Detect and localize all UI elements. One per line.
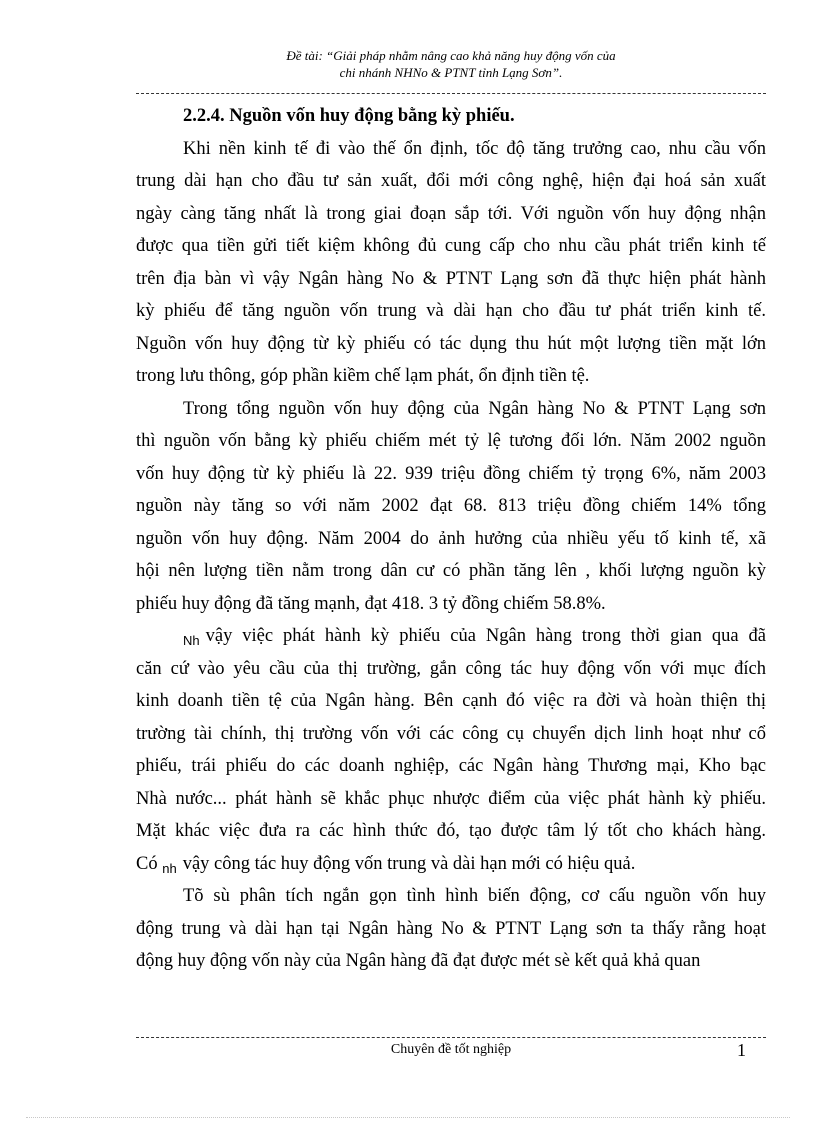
text-line: vốn huy động từ kỳ phiếu là 22. 939 triệu đồng chiếm tỷ trọng 6%, năm 2003 bbox=[136, 463, 766, 484]
footer-title: Chuyên đề tốt nghiệp bbox=[390, 1042, 512, 1057]
text-line: trường tài chính, thị trường vốn với các công cụ chuyển dịch linh hoạt như cổ bbox=[136, 723, 766, 744]
text-line: hội nên lượng tiền nằm trong dân cư có phần tăng lên , khối lượng nguồn kỳ bbox=[136, 561, 766, 581]
page-header bbox=[136, 47, 766, 81]
text-line: thì nguồn vốn bằng kỳ phiếu chiếm mét tỷ lệ tương đối lớn. Năm 2002 nguồn bbox=[136, 431, 766, 451]
text-segment: vậy việc phát hành kỳ phiếu của Ngân hàng trong thời gian qua đã bbox=[205, 626, 766, 646]
text-line: phiếu, trái phiếu do các doanh nghiệp, các Ngân hàng Thương mại, Kho bạc bbox=[136, 756, 766, 776]
text-segment: Có bbox=[136, 853, 158, 874]
page-footer bbox=[136, 1042, 766, 1062]
text-line: Tõ sù phân tích ngắn gọn tình hình biến động, cơ cấu nguồn vốn huy bbox=[183, 886, 766, 906]
footer-rule bbox=[136, 1037, 766, 1038]
text-line: Nhà nước... phát hành sẽ khắc phục nhược điểm của việc phát hành kỳ phiếu. bbox=[136, 788, 766, 809]
text-line: Khi nền kinh tế đi vào thế ổn định, tốc độ tăng trưởng cao, nhu cầu vốn bbox=[183, 138, 766, 159]
text-line: ngày càng tăng nhất là trong giai đoạn sắp tới. Với nguồn vốn huy động nhận bbox=[136, 203, 766, 224]
paragraph-3 bbox=[136, 620, 766, 880]
header-line-2: chi nhánh NHNo & PTNT tỉnh Lạng Sơn”. bbox=[339, 65, 563, 80]
text-line: nguồn này tăng so với năm 2002 đạt 68. 813 triệu đồng chiếm 14% tổng bbox=[136, 496, 766, 516]
paragraph-2 bbox=[136, 393, 766, 621]
text-line: động trung và dài hạn tại Ngân hàng No & PTNT Lạng sơn ta thấy rằng hoạt bbox=[136, 918, 766, 939]
text-line: kinh doanh tiền tệ của Ngân hàng. Bên cạnh đó việc ra đời và hoàn thiện thị bbox=[136, 691, 766, 711]
header-rule bbox=[136, 93, 766, 94]
text-line: trung dài hạn cho đầu tư sản xuất, đổi mới công nghệ, hiện đại hoá sản xuất bbox=[136, 171, 766, 191]
text-line bbox=[136, 620, 766, 653]
page-edge-divider bbox=[26, 1117, 790, 1118]
paragraph-4 bbox=[136, 880, 766, 978]
section-heading: 2.2.4. Nguồn vốn huy động bằng kỳ phiếu. bbox=[183, 106, 515, 126]
text-line: động huy động vốn này của Ngân hàng đã đạt được mét sè kết quả khả quan bbox=[136, 951, 701, 971]
text-line: Nguồn vốn huy động từ kỳ phiếu có tác dụng thu hút một lượng tiền mặt lớn bbox=[136, 333, 766, 354]
text-fragment: nh bbox=[162, 860, 177, 876]
document-body bbox=[136, 100, 766, 978]
text-line: nguồn vốn huy động. Năm 2004 do ảnh hưởng của nhiều yếu tố kinh tế, xã bbox=[136, 528, 766, 549]
text-line bbox=[136, 848, 766, 881]
header-line-1: Đề tài: “Giải pháp nhằm nâng cao khả năng huy động vốn của bbox=[286, 48, 616, 63]
text-line: căn cứ vào yêu cầu của thị trường, gắn công tác huy động vốn với mục đích bbox=[136, 658, 766, 679]
paragraph-1 bbox=[136, 133, 766, 393]
text-fragment: Nh bbox=[183, 633, 200, 648]
text-line: trên địa bàn vì vậy Ngân hàng No & PTNT Lạng sơn đã thực hiện phát hành bbox=[136, 268, 766, 289]
text-segment: vậy công tác huy động vốn trung và dài hạn mới có hiệu quả. bbox=[182, 853, 636, 874]
text-line: được qua tiền gửi tiết kiệm không đủ cung cấp cho nhu cầu phát triển kinh tế bbox=[136, 236, 766, 256]
text-line: Mặt khác việc đưa ra các hình thức đó, tạo được tâm lý tốt cho khách hàng. bbox=[136, 821, 766, 841]
page-number: 1 bbox=[737, 1040, 746, 1060]
text-line: Trong tổng nguồn vốn huy động của Ngân hàng No & PTNT Lạng sơn bbox=[183, 398, 766, 419]
text-line: trong lưu thông, góp phần kiềm chế lạm phát, ổn định tiền tệ. bbox=[136, 366, 590, 386]
text-line: kỳ phiếu để tăng nguồn vốn trung và dài hạn cho đầu tư phát triển kinh tế. bbox=[136, 301, 766, 321]
text-line: phiếu huy động đã tăng mạnh, đạt 418. 3 tỷ đồng chiếm 58.8%. bbox=[136, 593, 606, 614]
